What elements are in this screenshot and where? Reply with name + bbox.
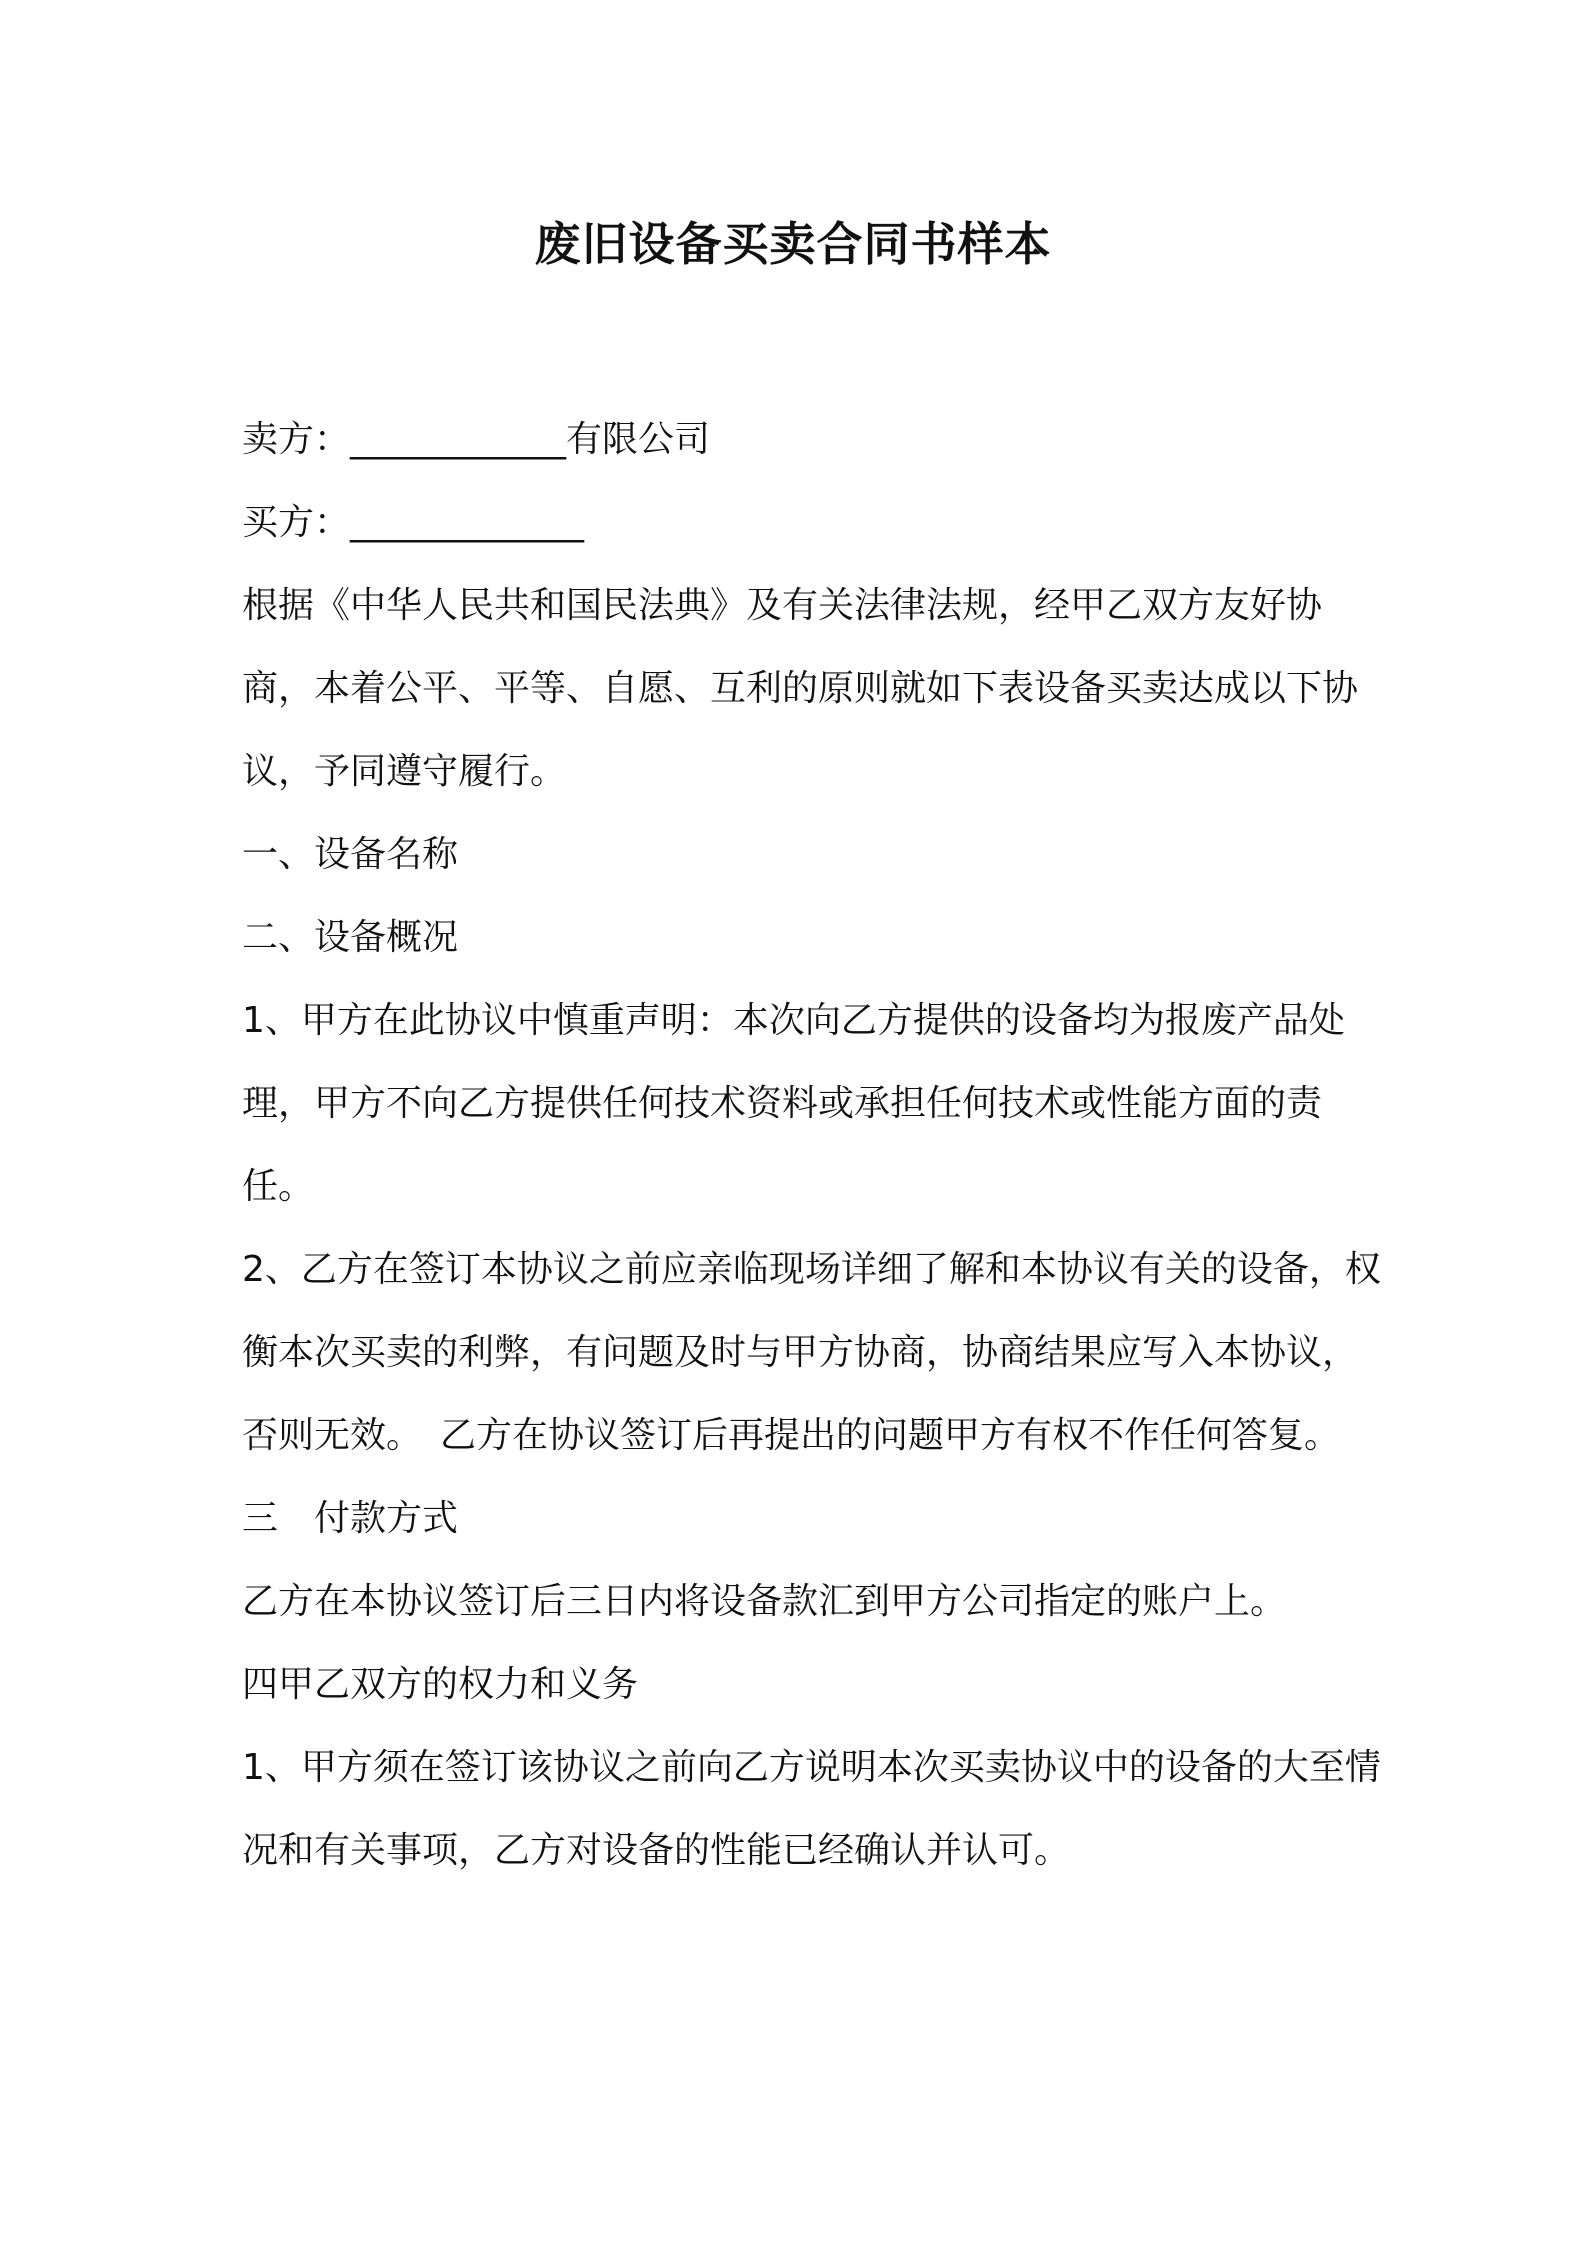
heading-payment: 三 付款方式 (242, 1498, 459, 1539)
buyer-line: 买方：_____________ (242, 502, 585, 543)
clause-2-1: 1、甲方在此协议中慎重声明：本次向乙方提供的设备均为报废产品处理，甲方不向乙方提供任何技术资料或承担任何技术或性能方面的责任。 (242, 1000, 1345, 1207)
document-body (242, 398, 1382, 1892)
heading-equipment-name: 一、设备名称 (242, 834, 459, 875)
payment-text: 乙方在本协议签订后三日内将设备款汇到甲方公司指定的账户上。 (242, 1581, 1287, 1622)
heading-equipment-overview: 二、设备概况 (242, 917, 459, 958)
document-title: 废旧设备买卖合同书样本 (534, 217, 1052, 271)
paragraph-preamble: 根据《中华人民共和国民法典》及有关法律法规，经甲乙双方友好协商，本着公平、平等、自愿、互利的原则就如下表设备买卖达成以下协议，予同遵守履行。 (242, 585, 1359, 792)
clause-4-1: 1、甲方须在签订该协议之前向乙方说明本次买卖协议中的设备的大至情况和有关事项，乙方对设备的性能已经确认并认可。 (242, 1747, 1381, 1871)
seller-line: 卖方：____________有限公司 (242, 419, 711, 460)
heading-rights-obligations: 四甲乙双方的权力和义务 (242, 1664, 639, 1705)
clause-2-2: 2、乙方在签订本协议之前应亲临现场详细了解和本协议有关的设备，权衡本次买卖的利弊，有问题及时与甲方协商，协商结果应写入本协议，否则无效。 乙方在协议签订后再提出的问题甲方有权不作任何答复。 (242, 1249, 1381, 1456)
